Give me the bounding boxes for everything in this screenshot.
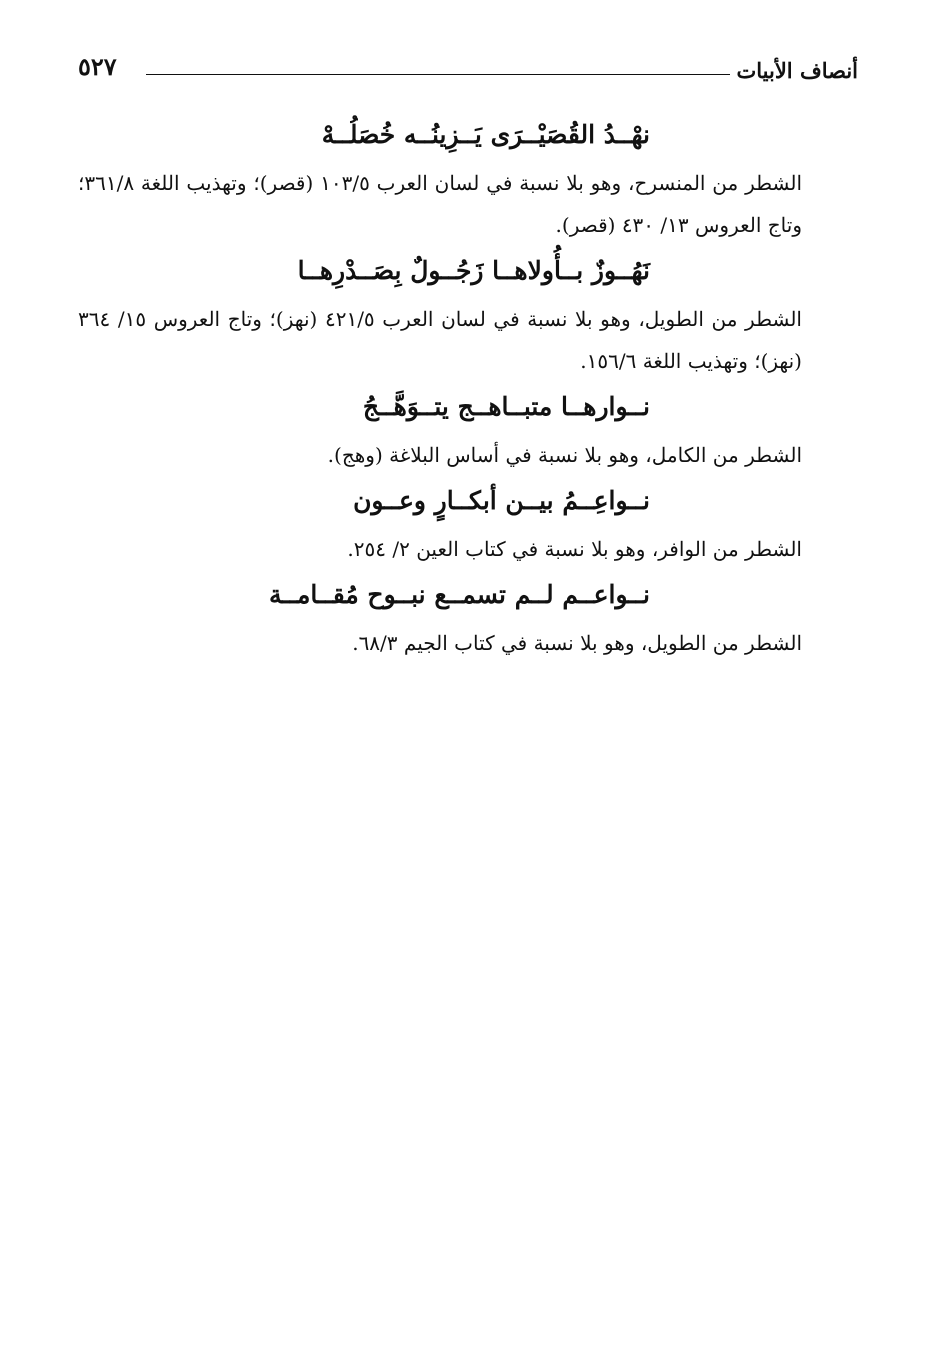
running-title: أنصاف الأبيات (736, 58, 858, 83)
verse-line: نــواعِــمُ بيــن أبكــارٍ وعــون (353, 486, 650, 515)
verse-entry (78, 254, 858, 382)
verse-entry (78, 578, 858, 664)
verse-note: الشطر من الطويل، وهو بلا نسبة في كتاب الجيم ٦٨/٣. (352, 631, 802, 655)
verse-note: الشطر من الوافر، وهو بلا نسبة في كتاب العين ٢/ ٢٥٤. (347, 537, 802, 561)
verse-line: نــوارهــا متبــاهــج يتــوَهَّــجُ (362, 392, 650, 421)
header-rule (146, 74, 730, 75)
verse-note: الشطر من المنسرح، وهو بلا نسبة في لسان العرب ١٠٣/٥ (قصر)؛ وتهذيب اللغة ٣٦١/٨؛ وتاج العروس ١٣/ ٤٣٠ (قصر). (78, 171, 803, 237)
verse-line: نَهُــوزٌ بــأُولاهــا زَجُــولٌ بِصَــدْرِهــا (297, 256, 650, 285)
page-header (78, 52, 858, 88)
verse-entry (78, 118, 858, 246)
verse-entry (78, 390, 858, 476)
verse-entry (78, 484, 858, 570)
verse-line: نهْــدُ القُصَيْــرَى يَــزِينُــه خُصَلُــهْ (321, 120, 650, 149)
verse-note: الشطر من الطويل، وهو بلا نسبة في لسان العرب ٤٢١/٥ (نهز)؛ وتاج العروس ١٥/ ٣٦٤ (نهز)؛ وتهذيب اللغة ١٥٦/٦. (78, 307, 802, 373)
verse-note: الشطر من الكامل، وهو بلا نسبة في أساس البلاغة (وهج). (327, 443, 802, 467)
verse-line: نــواعــم لــم تسمــع نبــوح مُقــامــة (268, 580, 650, 609)
verse-entries (78, 110, 858, 664)
page-number: ٥٢٧ (78, 52, 117, 81)
